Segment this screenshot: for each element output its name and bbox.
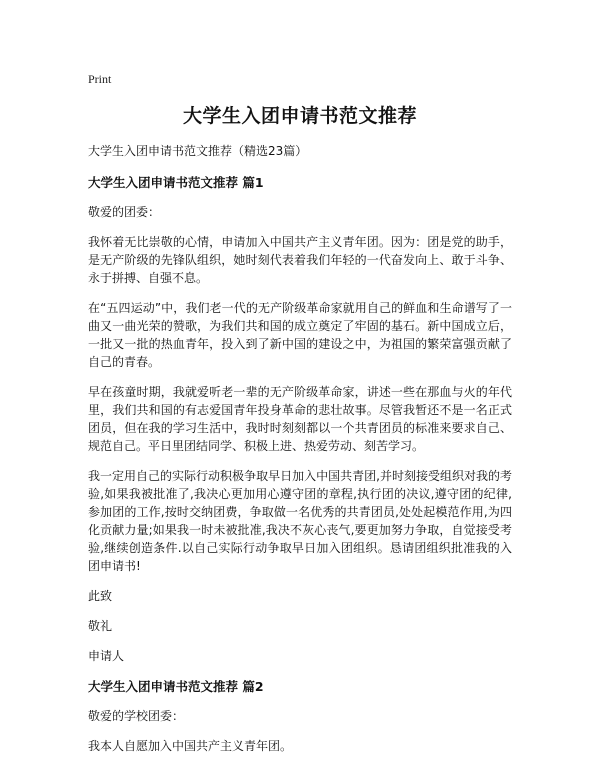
print-link[interactable]: Print <box>88 72 112 86</box>
section-heading: 大学生入团申请书范文推荐 篇1 <box>88 175 264 190</box>
salutation: 敬爱的团委： <box>88 205 161 219</box>
body-paragraph: 我本人自愿加入中国共产主义青年团。 <box>88 739 293 753</box>
body-paragraph: 我怀着无比崇敬的心情，申请加入中国共产主义青年团。因为：团是党的助手，是无产阶级的先锋队组织，她时刻代表着我们年轻的一代奋发向上、敢于斗争、永于拼搏、自强不息。 <box>88 235 512 285</box>
document-title: 大学生入团申请书范文推荐 <box>182 105 417 127</box>
body-paragraph: 我一定用自己的实际行动积极争取早日加入中国共青团,并时刻接受组织对我的考验,如果我被批准了,我决心更加用心遵守团的章程,执行团的决议,遵守团的纪律,参加团的工作,按时交纳团费，争取做一名优秀的共青团员,处处起模范作用,为四化贡献力量;如果我一时未被批准,我决不灰心丧气,要更加努力争取，自觉接受考验,继续创造条件.以自己实际行动争取早日加入团组织。恳请团组织批准我的入团申请书! <box>88 469 512 573</box>
section-1 <box>88 173 512 665</box>
salutation: 敬爱的学校团委： <box>88 709 185 723</box>
body-paragraph: 早在孩童时期，我就爱听老一辈的无产阶级革命家，讲述一些在那血与火的年代里，我们共和国的有志爱国青年投身革命的悲壮故事。尽管我暂还不是一名正式团员，但在我的学习生活中，我时时刻刻都以一个共青团员的标准来要求自己、规范自己。平日里团结同学、积极上进、热爱劳动、刻苦学习。 <box>88 385 512 453</box>
signature-line: 申请人 <box>88 649 125 663</box>
section-2 <box>88 677 512 755</box>
closing-line: 此致 <box>88 589 113 603</box>
section-heading: 大学生入团申请书范文推荐 篇2 <box>88 679 264 694</box>
body-paragraph: 在“五四运动”中，我们老一代的无产阶级革命家就用自己的鲜血和生命谱写了一曲又一曲光荣的赞歌，为我们共和国的成立奠定了牢固的基石。新中国成立后，一批又一批的热血青年，投入到了新中国的建设之中，为祖国的繁荣富强贡献了自己的青春。 <box>88 301 512 369</box>
closing-line: 敬礼 <box>88 619 113 633</box>
document-subtitle: 大学生入团申请书范文推荐（精选23篇） <box>88 144 308 158</box>
